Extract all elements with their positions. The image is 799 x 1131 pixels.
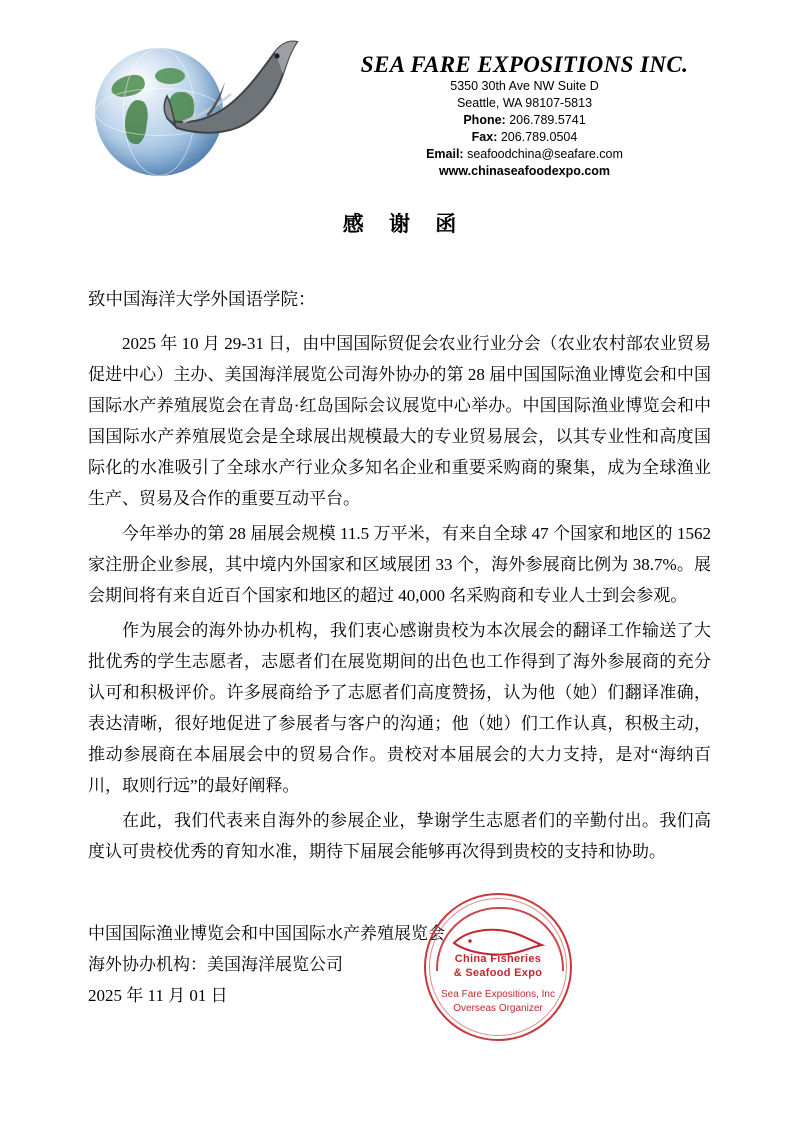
address-block: [310, 78, 739, 180]
address-line-2: Seattle, WA 98107-5813: [456, 96, 593, 110]
fax-label: Fax:: [471, 130, 498, 144]
globe-fish-logo-icon: [95, 34, 310, 154]
seal-line-4: Overseas Organizer: [453, 1003, 543, 1014]
official-seal-icon: [424, 893, 572, 1041]
email-value[interactable]: seafoodchina@seafare.com: [467, 147, 623, 161]
page-title: 感 谢 函: [342, 212, 467, 236]
document-body: [0, 284, 799, 867]
email-label: Email:: [426, 147, 464, 161]
phone-label: Phone:: [463, 113, 506, 127]
seal-line-2: & Seafood Expo: [453, 967, 543, 979]
email-line: [310, 146, 739, 163]
salutation: 致中国海洋大学外国语学院：: [88, 289, 316, 309]
paragraph-4: 在此，我们代表来自海外的参展企业，挚谢学生志愿者们的辛勤付出。我们高度认可贵校优秀的育知水准，期待下届展会能够再次得到贵校的支持和协助。: [88, 811, 711, 861]
signature-block: [88, 918, 445, 1011]
paragraph-2: 今年举办的第 28 届展会规模 11.5 万平米，有来自全球 47 个国家和地区的 1562 家注册企业参展，其中境内外国家和区域展团 33 个，海外参展商比例为 38.7%。展会期间将有来自近百个国家和地区的超过 40,000 名采购商和专业人士到会参观。: [88, 524, 711, 605]
phone-line: [310, 112, 739, 129]
seal-line-3: Sea Fare Expositions, Inc: [441, 989, 555, 1000]
website-link[interactable]: www.chinaseafoodexpo.com: [438, 164, 611, 178]
letterhead-text: [310, 34, 739, 180]
company-name: SEA FARE EXPOSITIONS INC.: [360, 52, 689, 77]
phone-value: 206.789.5741: [509, 113, 586, 127]
paragraph-1: 2025 年 10 月 29-31 日，由中国国际贸促会农业行业分会（农业农村部农业贸易促进中心）主办、美国海洋展览公司海外协办的第 28 届中国国际渔业博览会和中国国际水产养殖展览会在青岛·红岛国际会议展览中心举办。中国国际渔业博览会和中国国际水产养殖展览会是全球展出规模最大的专业贸易展会，以其专业性和高度国际化的水准吸引了全球水产行业众多知名企业和重要采购商的聚集，成为全球渔业生产、贸易及合作的重要互动平台。: [88, 334, 711, 508]
seal-line-1: China Fisheries: [454, 953, 542, 965]
signature-date: 2025 年 11 月 01 日: [88, 986, 228, 1005]
fax-line: [310, 129, 739, 146]
signature-overseas-organizer: 海外协办机构：美国海洋展览公司: [88, 955, 343, 974]
fish-icon: [163, 34, 303, 146]
seal-fish-icon: [450, 923, 546, 957]
paragraph-3: 作为展会的海外协办机构，我们衷心感谢贵校为本次展会的翻译工作输送了大批优秀的学生志愿者，志愿者们在展览期间的出色也工作得到了海外参展商的充分认可和积极评价。许多展商给予了志愿者们高度赞扬，认为他（她）们翻译准确，表达清晰，很好地促进了参展者与客户的沟通；他（她）们工作认真，积极主动，推动参展商在本届展会中的贸易合作。贵校对本届展会的大力支持，是对“海纳百川，取则行远”的最好阐释。: [88, 621, 711, 795]
letterhead: [0, 0, 799, 180]
fax-value: 206.789.0504: [500, 130, 578, 144]
address-line-1: 5350 30th Ave NW Suite D: [450, 79, 599, 93]
signature-organization: 中国国际渔业博览会和中国国际水产养殖展览会: [88, 924, 445, 943]
